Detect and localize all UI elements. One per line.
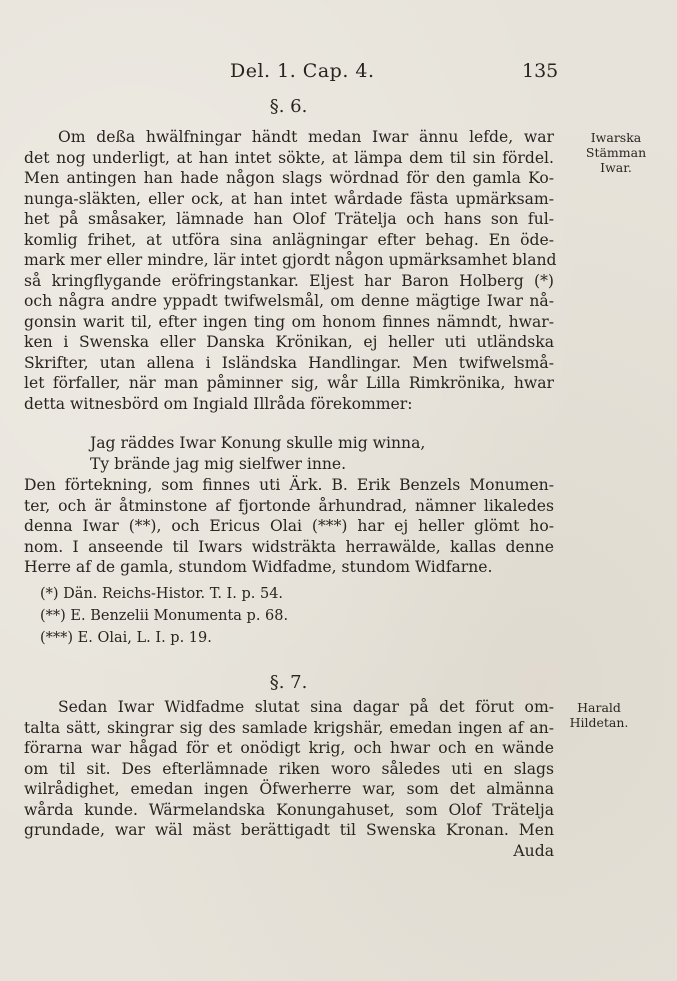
running-head	[0, 60, 677, 90]
margin-note-line: Hildetan.	[569, 715, 629, 730]
text-line: ken i Swenska eller Danska Krönikan, ej heller uti utländska	[24, 333, 554, 351]
text-line: så kringflygande eröfringstankar. Eljest har Baron Holberg (*)	[24, 271, 554, 290]
text-line: nunga-släkten, eller ock, at han intet wårdade fästa upmärksam-	[24, 189, 554, 208]
text-line: om til sit. Des efterlämnade riken woro således uti en slags	[24, 759, 554, 778]
margin-note-line: Iwarska	[590, 130, 642, 145]
text-line: Den förtekning, som finnes uti Ärk. B. Erik Benzels Monumen-	[24, 476, 554, 494]
section-6-paragraph-1	[24, 127, 557, 414]
text-line: gonsin warit til, efter ingen ting om honom finnes nämndt, hwar-	[24, 312, 554, 331]
text-line: Sedan Iwar Widfadme slutat sina dagar på det förut om-	[58, 698, 554, 716]
footnote: (**) E. Benzelii Monumenta p. 68.	[40, 608, 289, 624]
text-line: talta sätt, skingrar sig des samlade krigshär, emedan ingen af an-	[24, 718, 554, 737]
text-line: förarna war hågad för et onödigt krig, och hwar och en wände	[24, 739, 554, 757]
margin-note-line: Iwar.	[600, 160, 632, 175]
text-line: komlig frihet, at utföra sina anlägningar efter behag. En öde-	[24, 230, 554, 249]
text-line: det nog underligt, at han intet sökte, at lämpa dem til sin fördel.	[24, 148, 554, 167]
text-line: let förfaller, när man påminner sig, wår Lilla Rimkrönika, hwar	[24, 374, 554, 392]
text-line: Skrifter, utan allena i Isländska Handlingar. Men twifwelsmå-	[24, 353, 554, 372]
text-line: detta witnesbörd om Ingiald Illråda förekommer:	[24, 394, 413, 413]
section-7-paragraph	[24, 697, 554, 861]
section-heading-6: §. 6.	[269, 96, 308, 117]
footnote: (*) Dän. Reichs-Histor. T. I. p. 54.	[40, 586, 284, 602]
footnotes	[40, 583, 288, 649]
margin-note-iwarska-stamman	[566, 130, 666, 175]
verse-line: Ty brände jag mig sielfwer inne.	[90, 455, 347, 473]
text-line: wårda kunde. Wärmelandska Konungahuset, som Olof Trätelja	[24, 800, 554, 819]
text-line: grundade, war wäl mäst berättigadt til Swenska Kronan. Men	[24, 821, 554, 839]
margin-note-line: Harald	[577, 700, 621, 715]
text-line: het på småsaker, lämnade han Olof Trätelja och hans son ful-	[24, 210, 554, 228]
section-heading-7: §. 7.	[269, 672, 308, 693]
margin-note-line: Stämman	[585, 145, 647, 160]
verse-quotation	[90, 433, 425, 475]
verse-line: Jag räddes Iwar Konung skulle mig winna,	[90, 434, 426, 452]
text-line: Om deßa hwälfningar händt medan Iwar ännu lefde, war	[58, 128, 554, 146]
text-line: denna Iwar (**), och Ericus Olai (***) har ej heller glömt ho-	[24, 517, 554, 535]
text-line: och några andre yppadt twifwelsmål, om denne mägtige Iwar nå-	[24, 292, 554, 310]
text-line: nom. I anseende til Iwars widsträkta herrawälde, kallas denne	[24, 537, 554, 556]
text-line: ter, och är åtminstone af fjortonde århundrad, nämner likaledes	[24, 496, 554, 515]
running-head-title: Del. 1. Cap. 4.	[230, 60, 375, 82]
section-6-paragraph-2	[24, 475, 554, 578]
margin-note-harald-hildetan	[563, 700, 635, 730]
page-number: 135	[522, 60, 559, 82]
footnote: (***) E. Olai, L. I. p. 19.	[40, 630, 212, 646]
text-line: Men antingen han hade någon slags wördnad för den gamla Ko-	[24, 169, 554, 187]
text-line: wilrådighet, emedan ingen Öfwerherre war, som det almänna	[24, 780, 554, 798]
text-line: Herre af de gamla, stundom Widfadme, stundom Widfarne.	[24, 558, 493, 576]
catchword: Auda	[513, 841, 554, 860]
text-line: mark mer eller mindre, lär intet gjordt någon upmärksamhet bland	[24, 251, 557, 269]
